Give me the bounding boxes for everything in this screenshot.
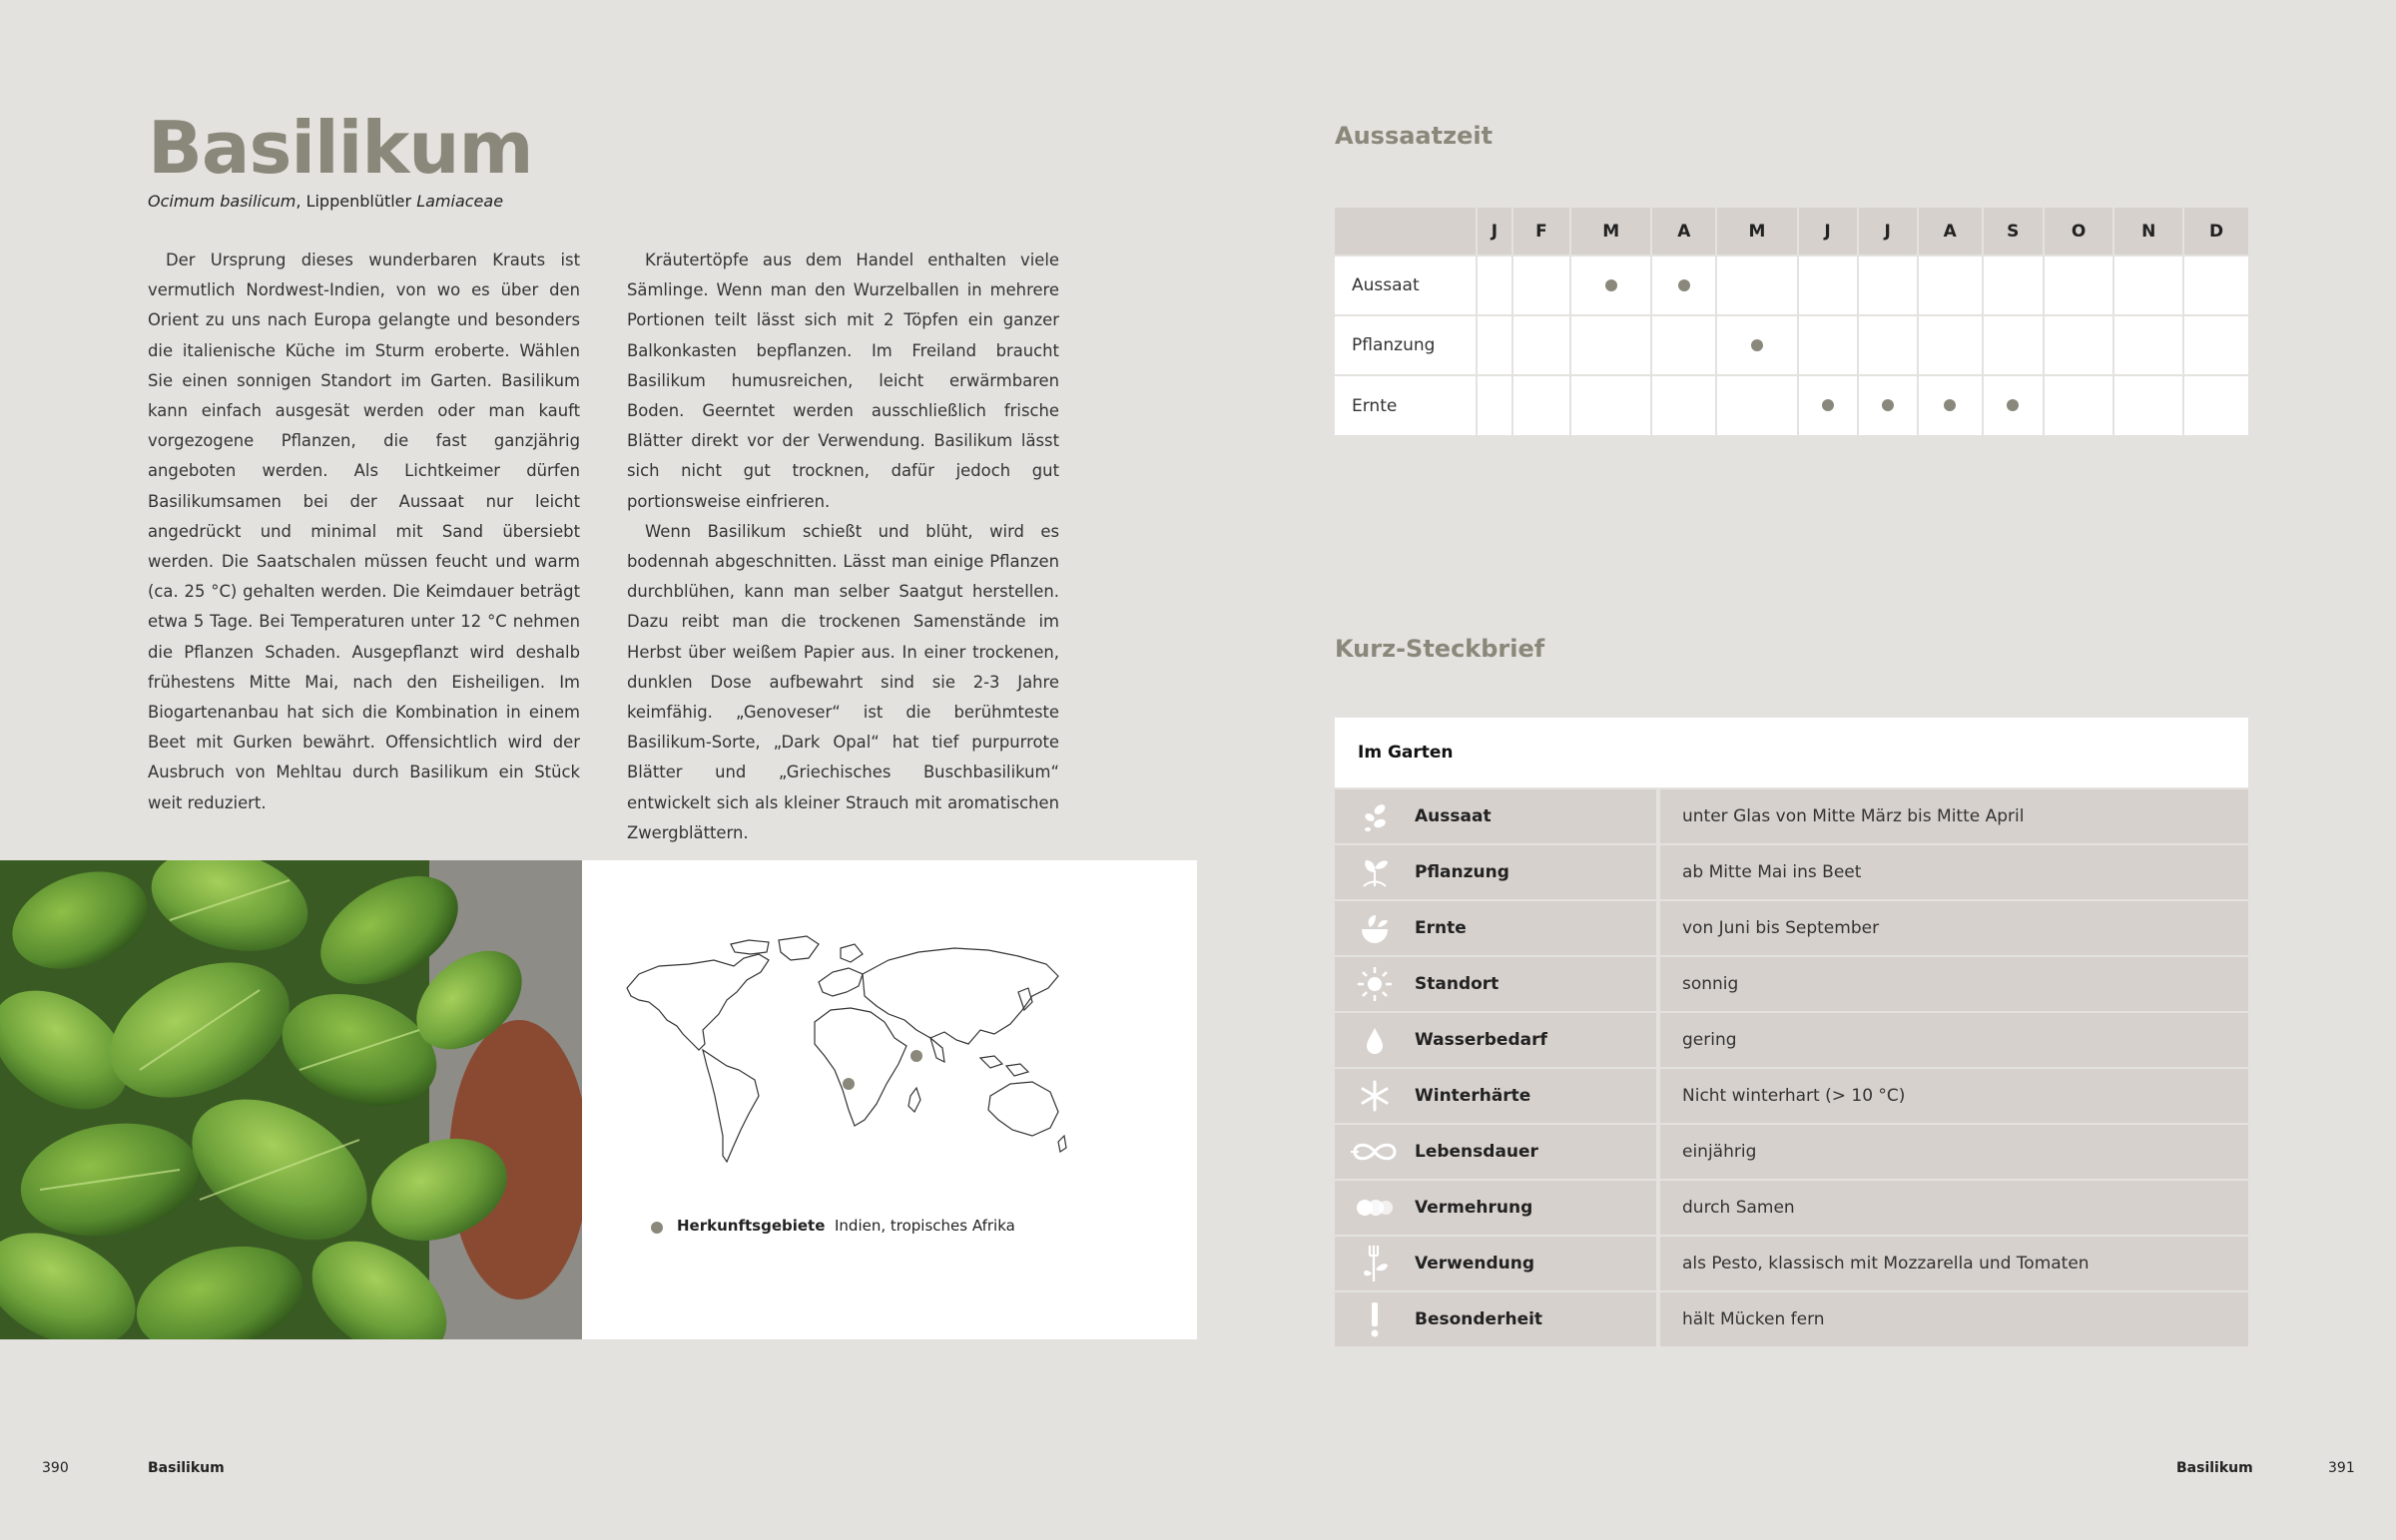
basil-leaves-illustration	[0, 860, 582, 1339]
profile-row	[1335, 789, 2248, 843]
month-marker	[1822, 399, 1834, 411]
month-header: A	[1918, 208, 1983, 256]
month-header: N	[2113, 208, 2183, 256]
profile-row	[1335, 845, 2248, 899]
running-title-left: Basilikum	[148, 1460, 225, 1476]
sowing-row	[1335, 256, 2248, 315]
sun-icon	[1335, 957, 1415, 1011]
month-cell	[1918, 256, 1983, 315]
profile-row	[1335, 1069, 2248, 1123]
page-number-right: 391	[2328, 1460, 2355, 1476]
month-marker	[1944, 399, 1956, 411]
profile-label: Besonderheit	[1415, 1309, 1543, 1329]
month-cell	[1858, 256, 1918, 315]
profile-label: Vermehrung	[1415, 1198, 1533, 1218]
profile-row	[1335, 1125, 2248, 1179]
profile-subheading: Im Garten	[1335, 718, 2248, 787]
sowing-row-label: Pflanzung	[1335, 315, 1477, 375]
profile-label-cell	[1335, 1181, 1656, 1235]
month-cell	[1716, 256, 1797, 315]
month-header: J	[1858, 208, 1918, 256]
profile-value: von Juni bis September	[1660, 901, 2248, 955]
profile-value: als Pesto, klassisch mit Mozzarella und Tomaten	[1660, 1237, 2248, 1290]
sowing-row-label: Aussaat	[1335, 256, 1477, 315]
propagation-icon	[1335, 1181, 1415, 1235]
profile-label: Aussaat	[1415, 806, 1492, 826]
month-header: J	[1477, 208, 1512, 256]
month-cell	[1716, 375, 1797, 435]
paragraph: Wenn Basilikum schießt und blüht, wird es bodennah abgeschnitten. Lässt man einige Pflanzen durchblühen, kann man selber Saatgut herstellen. Dazu reibt man die trockenen Samenstände im Herbst über weißem Papier aus. In einer trockenen, dunklen Dose aufbewahrt sind sie 2-3 Jahre keimfähig. „Genoveser“ ist die berühmteste Basilikum-Sorte, „Dark Opal“ hat tief purpurrote Blätter und „Griechisches Buschbasilikum“ entwickelt sich als kleiner Strauch mit aromatischen Zwergblättern.	[627, 521, 1059, 842]
profile-row	[1335, 1237, 2248, 1290]
latin-name: Ocimum basilicum	[148, 192, 297, 211]
origin-map-panel	[582, 860, 1197, 1339]
infinity-icon	[1335, 1125, 1415, 1179]
month-cell	[1983, 375, 2044, 435]
month-cell	[1858, 315, 1918, 375]
profile-value: hält Mücken fern	[1660, 1292, 2248, 1346]
month-cell	[1477, 256, 1512, 315]
month-cell	[1570, 256, 1651, 315]
profile-label: Lebensdauer	[1415, 1142, 1538, 1162]
month-cell	[1983, 256, 2044, 315]
month-cell	[2044, 375, 2114, 435]
month-header: A	[1651, 208, 1716, 256]
profile-label-cell	[1335, 1292, 1656, 1346]
profile-label-cell	[1335, 901, 1656, 955]
month-header: O	[2044, 208, 2114, 256]
sowing-row	[1335, 315, 2248, 375]
profile-value: durch Samen	[1660, 1181, 2248, 1235]
month-marker	[1605, 279, 1617, 291]
profile-label-cell	[1335, 1069, 1656, 1123]
snowflake-icon	[1335, 1069, 1415, 1123]
sowing-row-label: Ernte	[1335, 375, 1477, 435]
profile-value: sonnig	[1660, 957, 2248, 1011]
legend-dot	[651, 1222, 663, 1234]
month-cell	[1798, 256, 1858, 315]
month-cell	[1798, 315, 1858, 375]
profile-value: gering	[1660, 1013, 2248, 1067]
profile-row	[1335, 957, 2248, 1011]
profile-row	[1335, 901, 2248, 955]
profile-row	[1335, 1181, 2248, 1235]
month-cell	[1918, 315, 1983, 375]
profile-table	[1335, 718, 2248, 1346]
fork-leaf-icon	[1335, 1237, 1415, 1290]
month-cell	[1983, 315, 2044, 375]
month-marker	[1678, 279, 1690, 291]
profile-label-cell	[1335, 957, 1656, 1011]
month-cell	[2044, 256, 2114, 315]
month-marker	[1751, 339, 1763, 351]
month-cell	[1512, 256, 1570, 315]
month-cell	[1716, 315, 1797, 375]
month-cell	[1651, 315, 1716, 375]
water-drop-icon	[1335, 1013, 1415, 1067]
text-column-left	[148, 246, 580, 818]
profile-value: unter Glas von Mitte März bis Mitte April	[1660, 789, 2248, 843]
exclamation-icon	[1335, 1292, 1415, 1346]
month-cell	[1798, 375, 1858, 435]
month-header-row	[1335, 208, 2248, 256]
month-cell	[1918, 375, 1983, 435]
month-cell	[2183, 256, 2248, 315]
month-header: J	[1798, 208, 1858, 256]
month-cell	[1512, 315, 1570, 375]
sprout-icon	[1335, 845, 1415, 899]
running-title-right: Basilikum	[2176, 1460, 2253, 1476]
sowing-calendar-table	[1335, 208, 2248, 435]
paragraph: Der Ursprung dieses wunderbaren Krauts ist vermutlich Nordwest-Indien, von wo es über den Orient zu uns nach Europa gelangte und besonders die italienische Küche im Sturm eroberte. Wählen Sie einen sonnigen Standort im Garten. Basilikum kann einfach ausgesät werden oder man kauft vorgezogene Pflanzen, die fast ganzjährig angeboten werden. Als Lichtkeimer dürfen Basilikumsamen bei der Aussaat nur leicht angedrückt und minimal mit Sand übersiebt werden. Die Saatschalen müssen feucht und warm (ca. 25 °C) gehalten werden. Die Keimdauer beträgt etwa 5 Tage. Bei Temperaturen unter 12 °C nehmen die Pflanzen Schaden. Ausgepflanzt wird deshalb frühestens Mitte Mai, nach den Eisheiligen. Im Biogartenanbau hat sich die Kombination in einem Beet mit Gurken bewährt. Offensichtlich wird der Ausbruch von Mehltau durch Basilikum ein Stück weit reduziert.	[148, 251, 580, 812]
origin-marker-india	[910, 1050, 922, 1062]
family-latin-name: Lamiaceae	[416, 192, 504, 211]
month-header: F	[1512, 208, 1570, 256]
profile-label-cell	[1335, 1013, 1656, 1067]
harvest-bowl-icon	[1335, 901, 1415, 955]
sowing-heading: Aussaatzeit	[1335, 122, 1494, 150]
month-cell	[1570, 375, 1651, 435]
family-name: , Lippenblütler	[296, 192, 417, 211]
text-column-right	[627, 246, 1059, 848]
origin-marker-africa	[843, 1078, 855, 1090]
legend-label: Herkunftsgebiete	[677, 1217, 826, 1235]
profile-value: Nicht winterhart (> 10 °C)	[1660, 1069, 2248, 1123]
profile-label-cell	[1335, 1125, 1656, 1179]
profile-label-cell	[1335, 789, 1656, 843]
legend-value: Indien, tropisches Afrika	[835, 1217, 1015, 1235]
profile-label-cell	[1335, 845, 1656, 899]
month-cell	[1477, 315, 1512, 375]
profile-row	[1335, 1292, 2248, 1346]
month-cell	[2183, 315, 2248, 375]
month-header: M	[1570, 208, 1651, 256]
profile-label: Standort	[1415, 974, 1499, 994]
month-header: S	[1983, 208, 2044, 256]
botanical-name	[148, 192, 503, 211]
month-cell	[1512, 375, 1570, 435]
month-cell	[2113, 315, 2183, 375]
month-cell	[1651, 375, 1716, 435]
month-header: M	[1716, 208, 1797, 256]
month-cell	[1570, 315, 1651, 375]
profile-value: einjährig	[1660, 1125, 2248, 1179]
paragraph: Kräutertöpfe aus dem Handel enthalten viele Sämlinge. Wenn man den Wurzelballen in mehrere Portionen teilt lässt sich mit 2 Töpfen ein ganzer Balkonkasten bepflanzen. Im Freiland braucht Basilikum humusreichen, leicht erwärmbaren Boden. Geerntet werden ausschließlich frische Blätter direkt vor der Verwendung. Basilikum lässt sich nicht gut trocknen, dafür jedoch gut portionsweise einfrieren.	[627, 251, 1059, 511]
month-marker	[2007, 399, 2019, 411]
month-cell	[1651, 256, 1716, 315]
profile-label: Wasserbedarf	[1415, 1030, 1547, 1050]
profile-label-cell	[1335, 1237, 1656, 1290]
month-cell	[1858, 375, 1918, 435]
profile-label: Pflanzung	[1415, 862, 1509, 882]
profile-row	[1335, 1013, 2248, 1067]
profile-label: Verwendung	[1415, 1254, 1535, 1274]
page-number-left: 390	[42, 1460, 69, 1476]
profile-label: Winterhärte	[1415, 1086, 1531, 1106]
empty-corner-cell	[1335, 208, 1477, 256]
month-cell	[2113, 256, 2183, 315]
seeds-icon	[1335, 789, 1415, 843]
month-cell	[2044, 315, 2114, 375]
month-marker	[1882, 399, 1894, 411]
page-title: Basilikum	[148, 106, 533, 190]
month-cell	[2183, 375, 2248, 435]
sowing-row	[1335, 375, 2248, 435]
profile-value: ab Mitte Mai ins Beet	[1660, 845, 2248, 899]
world-map	[619, 930, 1068, 1170]
profile-label: Ernte	[1415, 918, 1467, 938]
profile-heading: Kurz-Steckbrief	[1335, 635, 1545, 663]
basil-photo	[0, 860, 582, 1339]
month-cell	[2113, 375, 2183, 435]
month-header: D	[2183, 208, 2248, 256]
month-cell	[1477, 375, 1512, 435]
